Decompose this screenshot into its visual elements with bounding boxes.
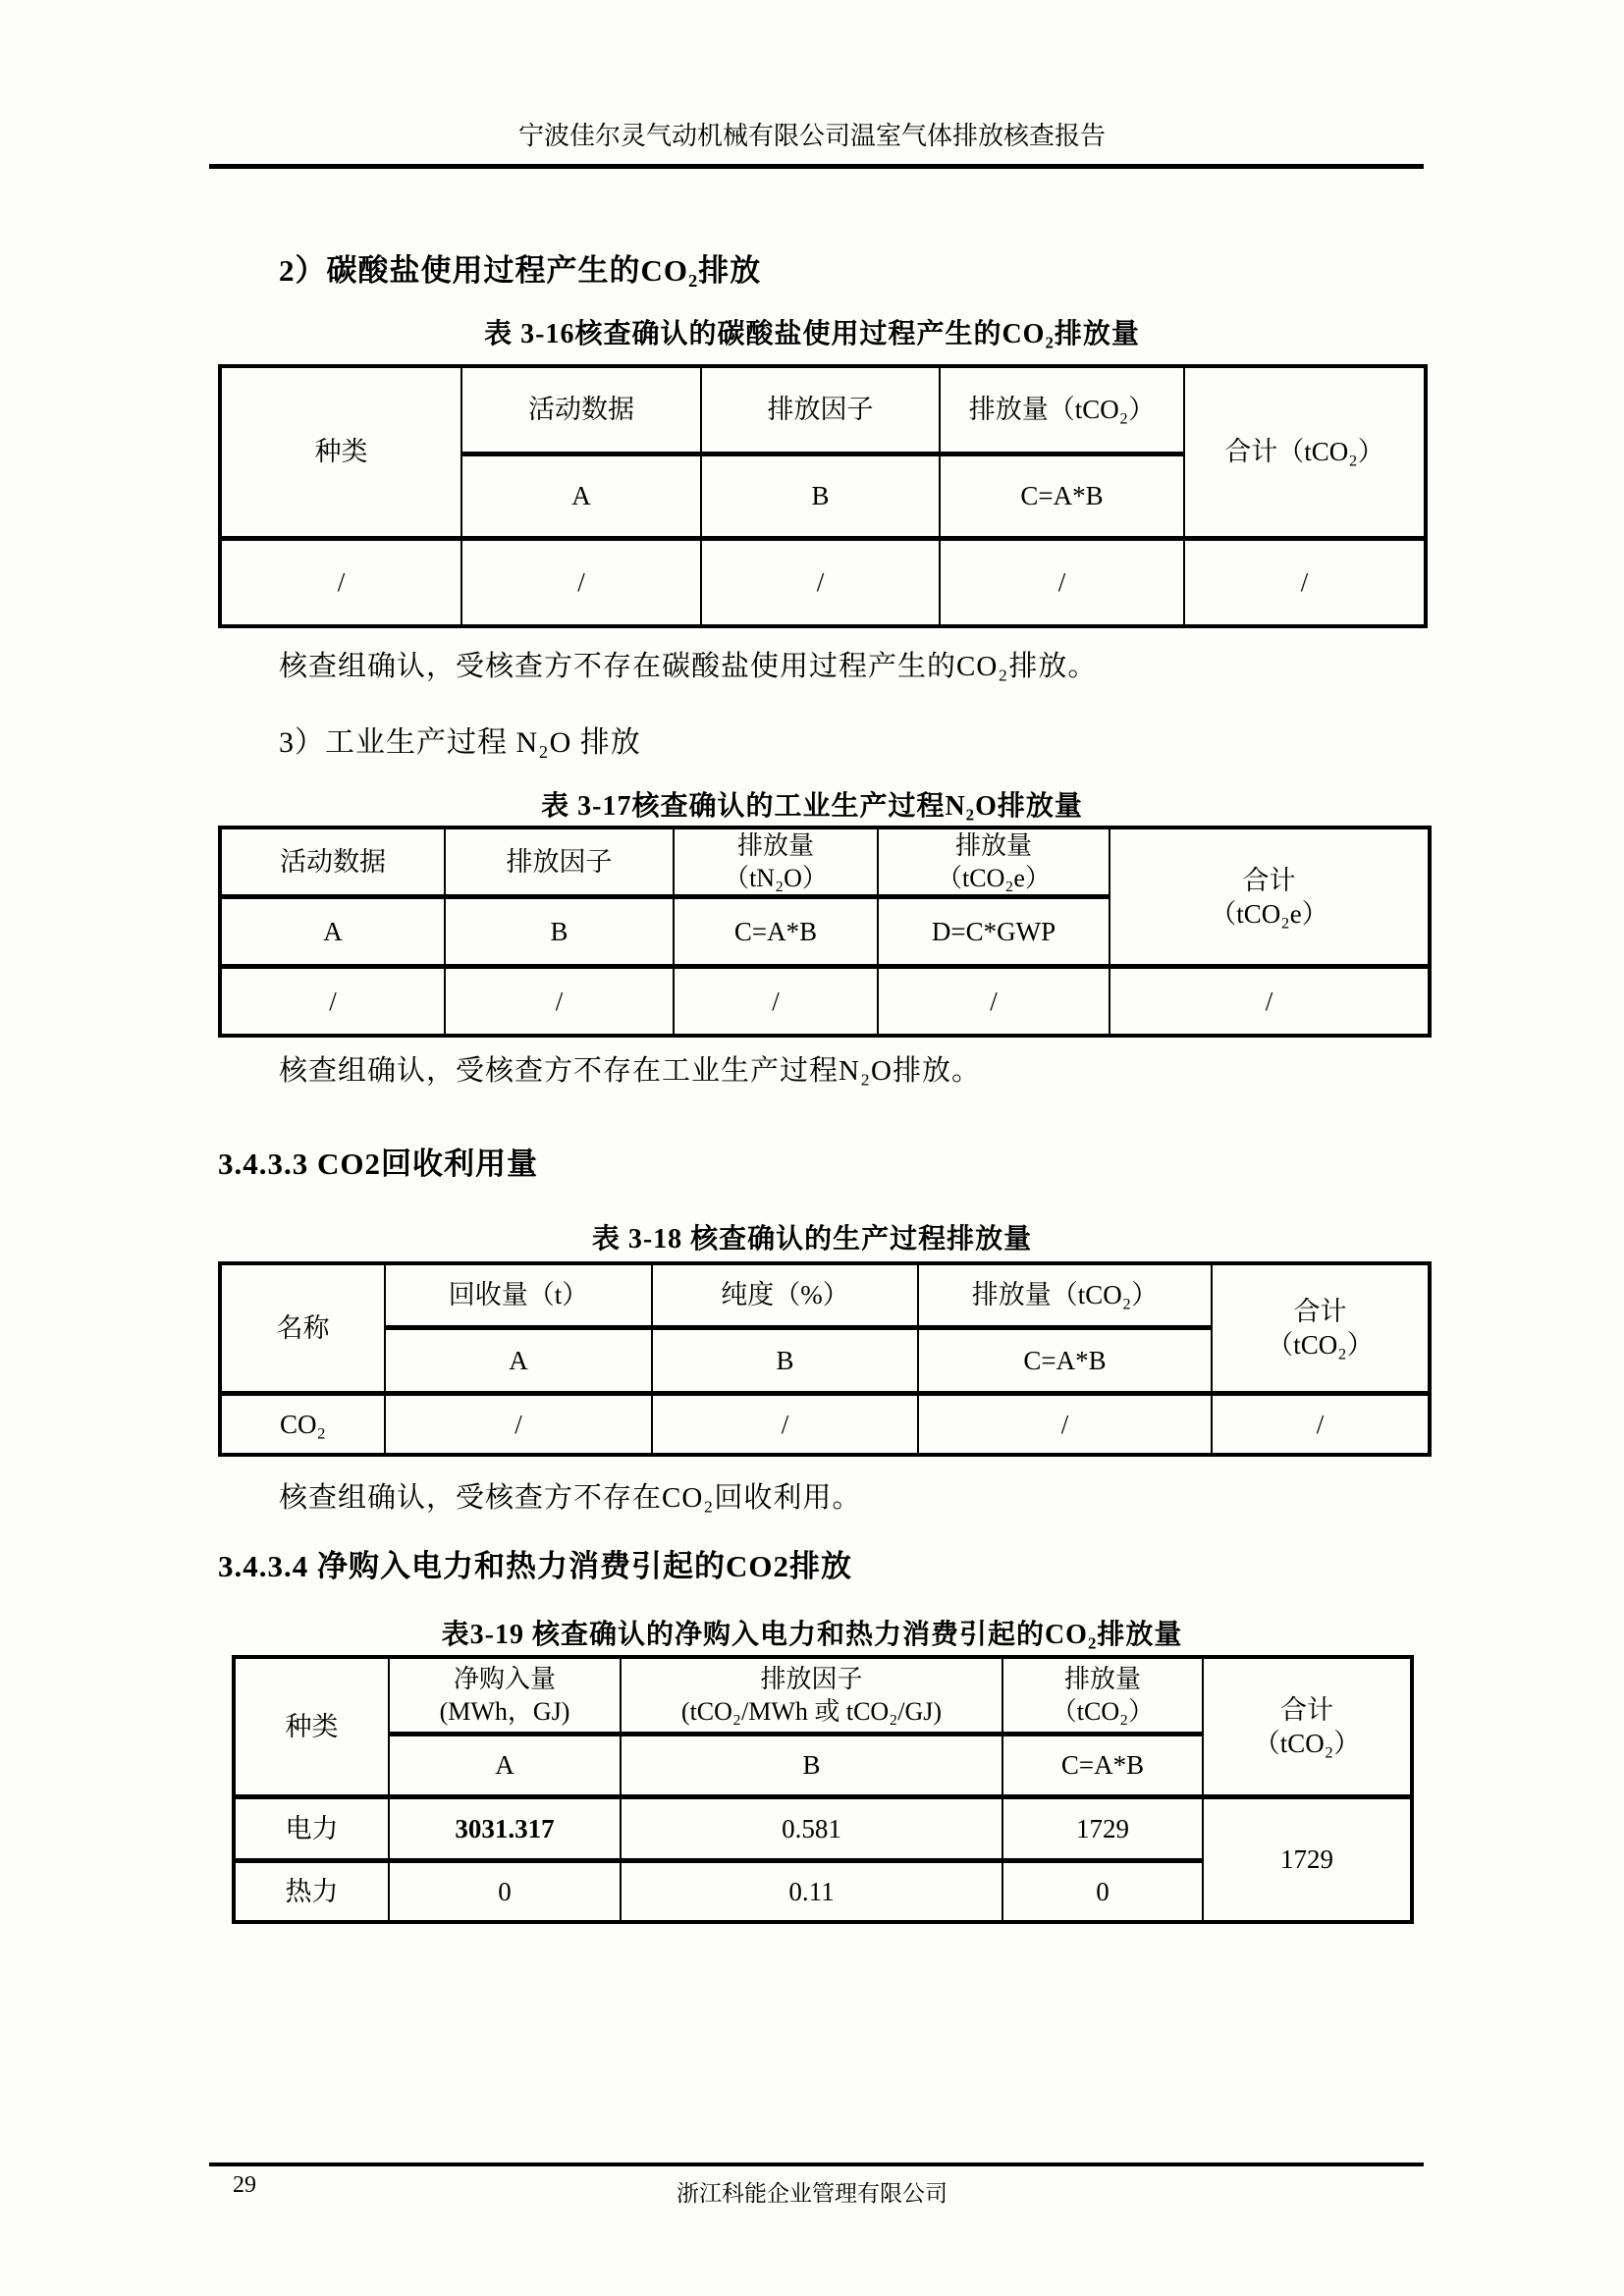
t18-header-total: 合计 （tCO₂） xyxy=(1212,1263,1430,1393)
t19-header-purchase: 净购入量 (MWh，GJ) xyxy=(389,1657,621,1734)
t19-formula-c: C=A*B xyxy=(1002,1734,1203,1796)
t18-value-cell: / xyxy=(918,1393,1212,1455)
table-3-16 xyxy=(218,364,1428,628)
t17-value-cell: / xyxy=(220,967,445,1036)
t19-header-type: 种类 xyxy=(234,1657,389,1796)
t16-header-activity: 活动数据 xyxy=(461,366,701,454)
t18-value-cell: / xyxy=(385,1393,652,1455)
t16-header-emission: 排放量（tCO₂） xyxy=(940,366,1184,454)
t18-value-cell: / xyxy=(1212,1393,1430,1455)
heading-co2-recovery: 3.4.3.3 CO2回收利用量 xyxy=(218,1147,538,1181)
table-3-17-title: 表 3-17核查确认的工业生产过程N₂O排放量 xyxy=(541,791,1083,822)
t18-formula-b: B xyxy=(652,1327,918,1393)
page-header-title: 宁波佳尔灵气动机械有限公司温室气体排放核查报告 xyxy=(517,122,1106,150)
t19-header-factor: 排放因子 (tCO₂/MWh 或 tCO₂/GJ) xyxy=(621,1657,1002,1734)
t17-value-cell: / xyxy=(445,967,674,1036)
table-3-18 xyxy=(218,1261,1432,1457)
t16-formula-a: A xyxy=(461,454,701,538)
t16-value-cell: / xyxy=(220,538,461,626)
t16-value-cell: / xyxy=(1184,538,1426,626)
t17-value-cell: / xyxy=(674,967,878,1036)
t16-formula-c: C=A*B xyxy=(940,454,1184,538)
t16-value-cell: / xyxy=(701,538,940,626)
t19-heat-emission: 0 xyxy=(1002,1860,1203,1922)
t17-value-cell: / xyxy=(878,967,1110,1036)
t18-header-purity: 纯度（%） xyxy=(652,1263,918,1327)
t17-value-cell: / xyxy=(1110,967,1430,1036)
table-3-19-title: 表3-19 核查确认的净购入电力和热力消费引起的CO₂排放量 xyxy=(441,1620,1183,1650)
t19-header-emission: 排放量 （tCO₂） xyxy=(1002,1657,1203,1734)
t18-formula-a: A xyxy=(385,1327,652,1393)
t19-electricity-emission: 1729 xyxy=(1002,1796,1203,1860)
t19-heat-factor: 0.11 xyxy=(621,1860,1002,1922)
t18-formula-c: C=A*B xyxy=(918,1327,1212,1393)
t19-formula-a: A xyxy=(389,1734,621,1796)
t19-electricity-purchase: 3031.317 xyxy=(389,1796,621,1860)
t19-formula-b: B xyxy=(621,1734,1002,1796)
heading-purchased-power: 3.4.3.4 净购入电力和热力消费引起的CO2排放 xyxy=(218,1549,852,1583)
table-3-19 xyxy=(232,1655,1414,1924)
t17-formula-c: C=A*B xyxy=(674,897,878,967)
t17-header-emission-n2o: 排放量 （tN₂O） xyxy=(674,828,878,897)
t18-header-name: 名称 xyxy=(220,1263,385,1393)
t18-header-emission: 排放量（tCO₂） xyxy=(918,1263,1212,1327)
table-3-16-title: 表 3-16核查确认的碳酸盐使用过程产生的CO₂排放量 xyxy=(484,319,1140,349)
table-3-17 xyxy=(218,826,1432,1038)
t19-heat-purchase: 0 xyxy=(389,1860,621,1922)
t17-header-emission-co2e: 排放量 （tCO₂e） xyxy=(878,828,1110,897)
t19-total-value: 1729 xyxy=(1203,1796,1412,1922)
t16-formula-b: B xyxy=(701,454,940,538)
heading-carbonate: 2）碳酸盐使用过程产生的CO₂排放 xyxy=(279,253,762,288)
t18-value-cell: / xyxy=(652,1393,918,1455)
t19-header-total: 合计 （tCO₂） xyxy=(1203,1657,1412,1796)
t17-formula-d: D=C*GWP xyxy=(878,897,1110,967)
t19-row-label-electricity: 电力 xyxy=(234,1796,389,1860)
t18-header-recovered: 回收量（t） xyxy=(385,1263,652,1327)
t16-value-cell: / xyxy=(461,538,701,626)
t19-row-label-heat: 热力 xyxy=(234,1860,389,1922)
footer-company-name: 浙江科能企业管理有限公司 xyxy=(677,2181,947,2206)
t19-electricity-factor: 0.581 xyxy=(621,1796,1002,1860)
confirmation-recovery: 核查组确认，受核查方不存在CO₂回收利用。 xyxy=(279,1482,862,1514)
footer-rule xyxy=(209,2163,1424,2166)
t17-formula-b: B xyxy=(445,897,674,967)
t16-header-species: 种类 xyxy=(220,366,461,538)
confirmation-n2o: 核查组确认，受核查方不存在工业生产过程N₂O排放。 xyxy=(279,1055,981,1087)
t16-value-cell: / xyxy=(940,538,1184,626)
t16-header-total: 合计（tCO₂） xyxy=(1184,366,1426,538)
t18-row-label: CO₂ xyxy=(220,1393,385,1455)
t16-header-factor: 排放因子 xyxy=(701,366,940,454)
t17-header-activity: 活动数据 xyxy=(220,828,445,897)
footer-page-number: 29 xyxy=(233,2172,256,2198)
header-rule xyxy=(209,164,1424,169)
confirmation-carbonate: 核查组确认，受核查方不存在碳酸盐使用过程产生的CO₂排放。 xyxy=(279,651,1098,682)
heading-n2o: 3）工业生产过程 N₂O 排放 xyxy=(279,726,641,759)
t17-header-factor: 排放因子 xyxy=(445,828,674,897)
t17-header-total: 合计 （tCO₂e） xyxy=(1110,828,1430,967)
t17-formula-a: A xyxy=(220,897,445,967)
table-3-18-title: 表 3-18 核查确认的生产过程排放量 xyxy=(591,1224,1033,1255)
